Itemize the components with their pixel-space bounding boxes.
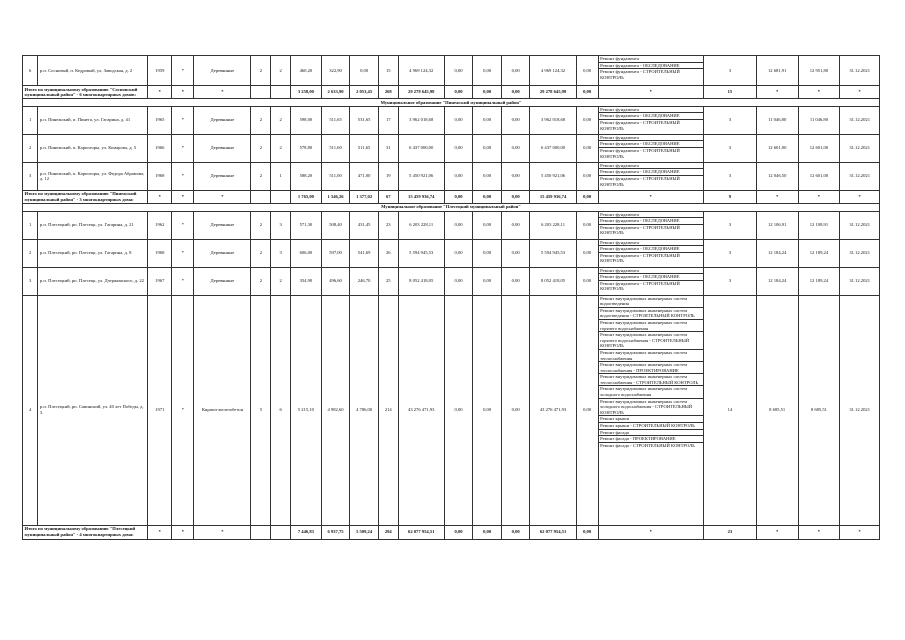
- specific-cost-cell: 12 681,91: [756, 56, 798, 86]
- budget-region-cell: 0,00: [473, 190, 502, 203]
- fund-cell: 0,00: [444, 190, 473, 203]
- budget-region-cell: 0,00: [473, 239, 502, 267]
- budget-region-cell: 0,00: [473, 86, 502, 99]
- work-item: Ремонт внутридомовых инженерных систем горячего водоснабжения - СТРОИТЕЛЬНЫЙ КОНТРОЛЬ: [599, 332, 703, 350]
- budget-region-cell: 0,00: [473, 267, 502, 295]
- specific-cost-cell: 12 601,00: [756, 134, 798, 162]
- area-mun-cell: 431,45: [350, 211, 379, 239]
- fund-cell: 0,00: [444, 211, 473, 239]
- material-cell: Деревянные: [194, 267, 251, 295]
- area-living-cell: 1 546,26: [321, 190, 350, 203]
- cost-total-cell: 6 203 228,11: [398, 211, 444, 239]
- area-total-cell: 1 765,00: [291, 190, 322, 203]
- year-cell: 1966: [148, 134, 172, 162]
- completion-date-cell: 31.12.2021: [840, 134, 880, 162]
- area-mun-cell: 5 509,24: [350, 525, 379, 539]
- area-mun-cell: 0,00: [350, 56, 379, 86]
- year-rep-cell: *: [172, 106, 194, 134]
- address-cell: р.п. Плесецкий, рп. Савинский, ул. 40 лет Победы, д. 3: [38, 295, 148, 525]
- count-cell: 9: [704, 190, 757, 203]
- budget-region-cell: 0,00: [473, 211, 502, 239]
- entrances-cell: 2: [271, 267, 291, 295]
- owners-cell: 43 276 471,93: [530, 295, 576, 525]
- year-rep-cell: *: [172, 525, 194, 539]
- other-cell: 0,00: [576, 267, 598, 295]
- owners-cell: 62 077 954,51: [530, 525, 576, 539]
- work-item: Ремонт фасада - ПРОЕКТИРОВАНИЕ: [599, 436, 703, 443]
- works-cell: [598, 211, 703, 239]
- works-count-cell: 3: [704, 56, 757, 86]
- other-cell: 0,00: [576, 525, 598, 539]
- owners-cell: 4 969 124,32: [530, 56, 576, 86]
- work-item: Ремонт фундамента - ОБСЛЕДОВАНИЕ: [599, 63, 703, 70]
- limit-cost-cell: 12 108,91: [798, 211, 840, 239]
- work-item: Ремонт внутридомовых инженерных систем теплоснабжения - СТРОИТЕЛЬНЫЙ КОНТРОЛЬ: [599, 374, 703, 386]
- area-mun-cell: 511,65: [350, 134, 379, 162]
- work-item: Ремонт фасада - СТРОИТЕЛЬНЫЙ КОНТРОЛЬ: [600, 442, 695, 448]
- cost-total-cell: 6 437 000,00: [398, 134, 444, 162]
- area-mun-cell: 246,70: [350, 267, 379, 295]
- fund-cell: 0,00: [444, 86, 473, 99]
- area-total-cell: 7 446,83: [291, 525, 322, 539]
- address-cell: р.п. Пинежский, п. Пинега, ул. Гагарина, д. 41: [38, 106, 148, 134]
- year-rep-cell: *: [172, 134, 194, 162]
- owners-cell: 8 052 418,05: [530, 267, 576, 295]
- floors-cell: 2: [251, 162, 271, 190]
- residents-cell: 31: [378, 134, 398, 162]
- material-cell: Деревянные: [194, 211, 251, 239]
- address-cell: р.п. Плесецкий, рп. Плесецк, ул. Дзержинского, д. 22: [38, 267, 148, 295]
- row-number: 6: [23, 56, 38, 86]
- area-total-cell: 588,20: [291, 162, 322, 190]
- floors-cell: 2: [251, 267, 271, 295]
- other-cell: 0,00: [576, 190, 598, 203]
- fund-cell: 0,00: [444, 56, 473, 86]
- year-cell: 1965: [148, 106, 172, 134]
- row-number: 1: [23, 106, 38, 134]
- section-title: Муниципальное образование "Плесецкий муниципальный район": [23, 203, 880, 211]
- area-living-cell: 511,65: [321, 106, 350, 134]
- year-rep-cell: *: [172, 267, 194, 295]
- work-item: Ремонт фундамента - СТРОИТЕЛЬНЫЙ КОНТРОЛЬ: [600, 224, 680, 236]
- cost-total-cell: 62 077 954,51: [398, 525, 444, 539]
- area-mun-cell: 2 053,45: [350, 86, 379, 99]
- work-item: Ремонт фундамента - СТРОИТЕЛЬНЫЙ КОНТРОЛЬ: [600, 119, 680, 131]
- year-cell: 1967: [148, 267, 172, 295]
- owners-cell: 5 450 921,06: [530, 162, 576, 190]
- floors-cell: 2: [251, 239, 271, 267]
- work-item: Ремонт фундамента: [599, 240, 703, 247]
- budget-local-cell: 0,00: [501, 267, 530, 295]
- material-cell: Деревянные: [194, 239, 251, 267]
- year-rep-cell: *: [172, 190, 194, 203]
- work-item: Ремонт фундамента - ОБСЛЕДОВАНИЕ: [599, 169, 703, 176]
- table-row: [23, 106, 880, 134]
- limit-cost-cell: 12 601,00: [798, 134, 840, 162]
- budget-local-cell: 0,00: [501, 295, 530, 525]
- residents-cell: 268: [378, 86, 398, 99]
- area-living-cell: 511,00: [321, 162, 350, 190]
- address-cell: р.п. Плесецкий, рп. Плесецк, ул. Гагарина, д. 8: [38, 239, 148, 267]
- completion-date-cell: 31.12.2021: [840, 295, 880, 525]
- work-item: Ремонт фундамента - ОБСЛЕДОВАНИЕ: [599, 113, 703, 120]
- residents-cell: 19: [378, 162, 398, 190]
- total-label: Итого по муниципальному образованию "Сосновский муниципальный район" - 6 многоквартирных домов:: [23, 86, 148, 99]
- section-title: Муниципальное образование "Пинежский муниципальный район": [23, 99, 880, 107]
- cost-total-cell: 3 962 018,68: [398, 106, 444, 134]
- area-total-cell: 571,30: [291, 211, 322, 239]
- table-row: [23, 162, 880, 190]
- owners-cell: 6 203 228,11: [530, 211, 576, 239]
- address-cell: р.п. Пинежский, п. Карпогоры, ул. Федора Абрамова, д. 12: [38, 162, 148, 190]
- spec-cost-cell: *: [756, 190, 798, 203]
- fund-cell: 0,00: [444, 134, 473, 162]
- owners-cell: 15 459 936,74: [530, 190, 576, 203]
- works-cell: [598, 267, 703, 295]
- material-cell: Кирпич-железобетон: [194, 295, 251, 525]
- year-rep-cell: *: [172, 56, 194, 86]
- work-item: Ремонт фундамента - СТРОИТЕЛЬНЫЙ КОНТРОЛЬ: [600, 175, 680, 187]
- work-item: Ремонт фундамента - ОБСЛЕДОВАНИЕ: [599, 274, 703, 281]
- area-total-cell: 460,20: [291, 56, 322, 86]
- completion-date-cell: 31.12.2021: [840, 239, 880, 267]
- floors-cell: 2: [251, 106, 271, 134]
- specific-cost-cell: 11 046,80: [756, 106, 798, 134]
- work-item: Ремонт внутридомовых инженерных систем холодного водоснабжения - СТРОИТЕЛЬНЫЙ КОНТРОЛЬ: [599, 399, 703, 417]
- limit-cost-cell: *: [798, 190, 840, 203]
- residents-cell: 294: [378, 525, 398, 539]
- works-count-cell: 3: [704, 162, 757, 190]
- budget-local-cell: 0,00: [501, 190, 530, 203]
- budget-local-cell: 0,00: [501, 56, 530, 86]
- total-row: [23, 86, 880, 99]
- material-cell: Деревянные: [194, 162, 251, 190]
- area-living-cell: 496,60: [321, 267, 350, 295]
- year-cell: 1968: [148, 239, 172, 267]
- cost-total-cell: 29 278 645,98: [398, 86, 444, 99]
- entrances-cell: [271, 86, 291, 99]
- specific-cost-cell: 12 106,91: [756, 211, 798, 239]
- area-living-cell: 597,00: [321, 239, 350, 267]
- floors-cell: 2: [251, 56, 271, 86]
- area-total-cell: 578,80: [291, 134, 322, 162]
- work-item: Ремонт внутридомовых инженерных систем водоотведения - СТРОИТЕЛЬНЫЙ КОНТРОЛЬ: [599, 308, 703, 320]
- limit-cost-cell: 11 046,80: [798, 106, 840, 134]
- area-total-cell: 3 258,00: [291, 86, 322, 99]
- works-cell: [598, 162, 703, 190]
- work-item: Ремонт фундамента - СТРОИТЕЛЬНЫЙ КОНТРОЛЬ: [600, 252, 680, 264]
- works-count-cell: 3: [704, 267, 757, 295]
- year-rep-cell: *: [172, 239, 194, 267]
- fund-cell: 0,00: [444, 162, 473, 190]
- row-number: 2: [23, 134, 38, 162]
- year-cell: *: [148, 525, 172, 539]
- work-item: Ремонт фундамента: [599, 56, 703, 63]
- material-cell: Деревянные: [194, 106, 251, 134]
- entrances-cell: [271, 525, 291, 539]
- year-cell: *: [148, 190, 172, 203]
- works-count-cell: 3: [704, 134, 757, 162]
- work-item: Ремонт фундамента - ОБСЛЕДОВАНИЕ: [599, 218, 703, 225]
- work-item: Ремонт внутридомовых инженерных систем теплоснабжения - ПРОЕКТИРОВАНИЕ: [599, 362, 703, 374]
- works-cell: [598, 295, 703, 525]
- material-cell: *: [194, 190, 251, 203]
- year-cell: 1959: [148, 56, 172, 86]
- completion-date-cell: 31.12.2021: [840, 106, 880, 134]
- floors-cell: [251, 190, 271, 203]
- fund-cell: 0,00: [444, 239, 473, 267]
- area-mun-cell: 541,69: [350, 239, 379, 267]
- area-mun-cell: 4 786,00: [350, 295, 379, 525]
- cost-total-cell: 43 276 471,93: [398, 295, 444, 525]
- other-cell: 0,00: [576, 211, 598, 239]
- works-cell: [598, 134, 703, 162]
- area-living-cell: 6 937,75: [321, 525, 350, 539]
- works-count-cell: 3: [704, 211, 757, 239]
- date-cell: *: [840, 190, 880, 203]
- budget-local-cell: 0,00: [501, 239, 530, 267]
- works-cell: *: [598, 190, 703, 203]
- capital-repair-table: [22, 55, 880, 540]
- residents-cell: 26: [378, 239, 398, 267]
- owners-cell: 6 437 000,00: [530, 134, 576, 162]
- entrances-cell: 2: [271, 106, 291, 134]
- other-cell: 0,00: [576, 86, 598, 99]
- limit-cost-cell: 8 685,51: [798, 295, 840, 525]
- work-item: Ремонт внутридомовых инженерных систем водоотведения: [599, 296, 703, 308]
- area-living-cell: 511,60: [321, 134, 350, 162]
- entrances-cell: 3: [271, 239, 291, 267]
- work-item: Ремонт фундамента: [599, 268, 703, 275]
- year-rep-cell: *: [172, 295, 194, 525]
- work-item: Ремонт фундамента: [599, 135, 703, 142]
- area-mun-cell: 531,65: [350, 106, 379, 134]
- cost-total-cell: 4 969 124,32: [398, 56, 444, 86]
- spec-cost-cell: *: [756, 86, 798, 99]
- entrances-cell: 1: [271, 162, 291, 190]
- date-cell: *: [840, 86, 880, 99]
- fund-cell: 0,00: [444, 267, 473, 295]
- budget-local-cell: 0,00: [501, 106, 530, 134]
- entrances-cell: 3: [271, 211, 291, 239]
- section-header-row: [23, 99, 880, 107]
- other-cell: 0,00: [576, 134, 598, 162]
- entrances-cell: 2: [271, 134, 291, 162]
- specific-cost-cell: 8 685,51: [756, 295, 798, 525]
- limit-cost-cell: 12 601,00: [798, 162, 840, 190]
- section-header-row: [23, 203, 880, 211]
- works-cell: [598, 56, 703, 86]
- floors-cell: 5: [251, 295, 271, 525]
- owners-cell: 5 594 945,53: [530, 239, 576, 267]
- budget-local-cell: 0,00: [501, 525, 530, 539]
- fund-cell: 0,00: [444, 525, 473, 539]
- budget-region-cell: 0,00: [473, 106, 502, 134]
- address-cell: р.п. Пинежский, п. Карпогоры, ул. Комарова, д. 5: [38, 134, 148, 162]
- table-row: [23, 134, 880, 162]
- completion-date-cell: 31.12.2021: [840, 56, 880, 86]
- works-count-cell: 3: [704, 106, 757, 134]
- total-label: Итого по муниципальному образованию "Плесецкий муниципальный район" - 4 многоквартирных дома:: [23, 525, 148, 539]
- area-living-cell: 4 982,60: [321, 295, 350, 525]
- owners-cell: 29 278 645,98: [530, 86, 576, 99]
- residents-cell: 23: [378, 211, 398, 239]
- residents-cell: 15: [378, 56, 398, 86]
- residents-cell: 17: [378, 106, 398, 134]
- year-cell: 1971: [148, 295, 172, 525]
- work-item: Ремонт фундамента - ОБСЛЕДОВАНИЕ: [599, 246, 703, 253]
- work-item: Ремонт внутридомовых инженерных систем холодного водоснабжения: [599, 386, 703, 398]
- floors-cell: 2: [251, 211, 271, 239]
- works-cell: [598, 106, 703, 134]
- entrances-cell: 2: [271, 56, 291, 86]
- cost-total-cell: 5 594 945,53: [398, 239, 444, 267]
- year-rep-cell: *: [172, 162, 194, 190]
- material-cell: *: [194, 525, 251, 539]
- work-item: Ремонт фундамента: [599, 163, 703, 170]
- budget-region-cell: 0,00: [473, 525, 502, 539]
- area-living-cell: 322,90: [321, 56, 350, 86]
- other-cell: 0,00: [576, 56, 598, 86]
- address-cell: р.п. Сосновый, п. Кедровый, ул. Заводская, д. 2: [38, 56, 148, 86]
- cost-total-cell: 8 052 418,05: [398, 267, 444, 295]
- completion-date-cell: 31.12.2021: [840, 267, 880, 295]
- specific-cost-cell: 12 184,24: [756, 239, 798, 267]
- budget-local-cell: 0,00: [501, 86, 530, 99]
- table-row: [23, 56, 880, 86]
- work-item: Ремонт крыши - СТРОИТЕЛЬНЫЙ КОНТРОЛЬ: [599, 423, 703, 430]
- date-cell: *: [840, 525, 880, 539]
- floors-cell: 2: [251, 134, 271, 162]
- work-item: Ремонт фундамента - ОБСЛЕДОВАНИЕ: [599, 141, 703, 148]
- total-row: [23, 190, 880, 203]
- residents-cell: 67: [378, 190, 398, 203]
- work-item: Ремонт крыши: [599, 416, 703, 423]
- year-cell: *: [148, 86, 172, 99]
- owners-cell: 3 962 018,68: [530, 106, 576, 134]
- work-item: Ремонт внутридомовых инженерных систем теплоснабжения: [599, 350, 703, 362]
- table-row: [23, 267, 880, 295]
- area-living-cell: 508,40: [321, 211, 350, 239]
- cost-total-cell: 5 450 921,06: [398, 162, 444, 190]
- row-number: 1: [23, 211, 38, 239]
- table-row: [23, 211, 880, 239]
- year-cell: 1962: [148, 211, 172, 239]
- entrances-cell: [271, 190, 291, 203]
- work-item: Ремонт фасада: [599, 430, 703, 437]
- work-item: Ремонт фундамента - СТРОИТЕЛЬНЫЙ КОНТРОЛЬ: [600, 147, 680, 159]
- material-cell: Деревянные: [194, 56, 251, 86]
- area-mun-cell: 1 377,02: [350, 190, 379, 203]
- budget-local-cell: 0,00: [501, 134, 530, 162]
- budget-region-cell: 0,00: [473, 134, 502, 162]
- budget-local-cell: 0,00: [501, 211, 530, 239]
- work-item: Ремонт фундамента: [599, 212, 703, 219]
- budget-local-cell: 0,00: [501, 162, 530, 190]
- entrances-cell: 6: [271, 295, 291, 525]
- address-cell: р.п. Плесецкий, рп. Плесецк, ул. Гагарина, д. 21: [38, 211, 148, 239]
- material-cell: *: [194, 86, 251, 99]
- year-rep-cell: *: [172, 211, 194, 239]
- row-number: 2: [23, 239, 38, 267]
- works-cell: [598, 239, 703, 267]
- row-number: 3: [23, 162, 38, 190]
- area-total-cell: 606,00: [291, 239, 322, 267]
- work-item: Ремонт внутридомовых инженерных систем горячего водоснабжения: [599, 320, 703, 332]
- other-cell: 0,00: [576, 239, 598, 267]
- works-cell: *: [598, 525, 703, 539]
- floors-cell: [251, 86, 271, 99]
- works-count-cell: 3: [704, 239, 757, 267]
- material-cell: Деревянные: [194, 134, 251, 162]
- total-row: [23, 525, 880, 539]
- total-label: Итого по муниципальному образованию "Пинежский муниципальный район" - 3 многоквартирных дома:: [23, 190, 148, 203]
- budget-region-cell: 0,00: [473, 295, 502, 525]
- work-item: Ремонт фундамента - СТРОИТЕЛЬНЫЙ КОНТРОЛЬ: [600, 69, 680, 80]
- area-total-cell: 598,00: [291, 106, 322, 134]
- table-row: [23, 239, 880, 267]
- fund-cell: 0,00: [444, 106, 473, 134]
- budget-region-cell: 0,00: [473, 162, 502, 190]
- area-mun-cell: 471,00: [350, 162, 379, 190]
- completion-date-cell: 31.12.2021: [840, 162, 880, 190]
- work-item: Ремонт фундамента: [599, 107, 703, 114]
- row-number: 3: [23, 267, 38, 295]
- area-total-cell: 5 215,10: [291, 295, 322, 525]
- fund-cell: 0,00: [444, 295, 473, 525]
- work-item: Ремонт фундамента - СТРОИТЕЛЬНЫЙ КОНТРОЛЬ: [600, 280, 680, 292]
- limit-cost-cell: *: [798, 86, 840, 99]
- area-living-cell: 2 633,90: [321, 86, 350, 99]
- table-row: [23, 295, 880, 525]
- specific-cost-cell: 12 046,50: [756, 162, 798, 190]
- limit-cost-cell: 12 189,24: [798, 267, 840, 295]
- other-cell: 0,00: [576, 162, 598, 190]
- count-cell: 15: [704, 86, 757, 99]
- year-rep-cell: *: [172, 86, 194, 99]
- budget-region-cell: 0,00: [473, 56, 502, 86]
- limit-cost-cell: 12 951,80: [798, 56, 840, 86]
- completion-date-cell: 31.12.2021: [840, 211, 880, 239]
- row-number: 4: [23, 295, 38, 525]
- specific-cost-cell: 12 184,24: [756, 267, 798, 295]
- works-count-cell: 14: [704, 295, 757, 525]
- limit-cost-cell: *: [798, 525, 840, 539]
- works-cell: *: [598, 86, 703, 99]
- limit-cost-cell: 12 189,24: [798, 239, 840, 267]
- cost-total-cell: 15 459 936,74: [398, 190, 444, 203]
- area-total-cell: 354,90: [291, 267, 322, 295]
- count-cell: 23: [704, 525, 757, 539]
- year-cell: 1968: [148, 162, 172, 190]
- residents-cell: 25: [378, 267, 398, 295]
- residents-cell: 214: [378, 295, 398, 525]
- document-page: [22, 55, 880, 540]
- spec-cost-cell: *: [756, 525, 798, 539]
- other-cell: 0,00: [576, 106, 598, 134]
- other-cell: 0,00: [576, 295, 598, 525]
- floors-cell: [251, 525, 271, 539]
